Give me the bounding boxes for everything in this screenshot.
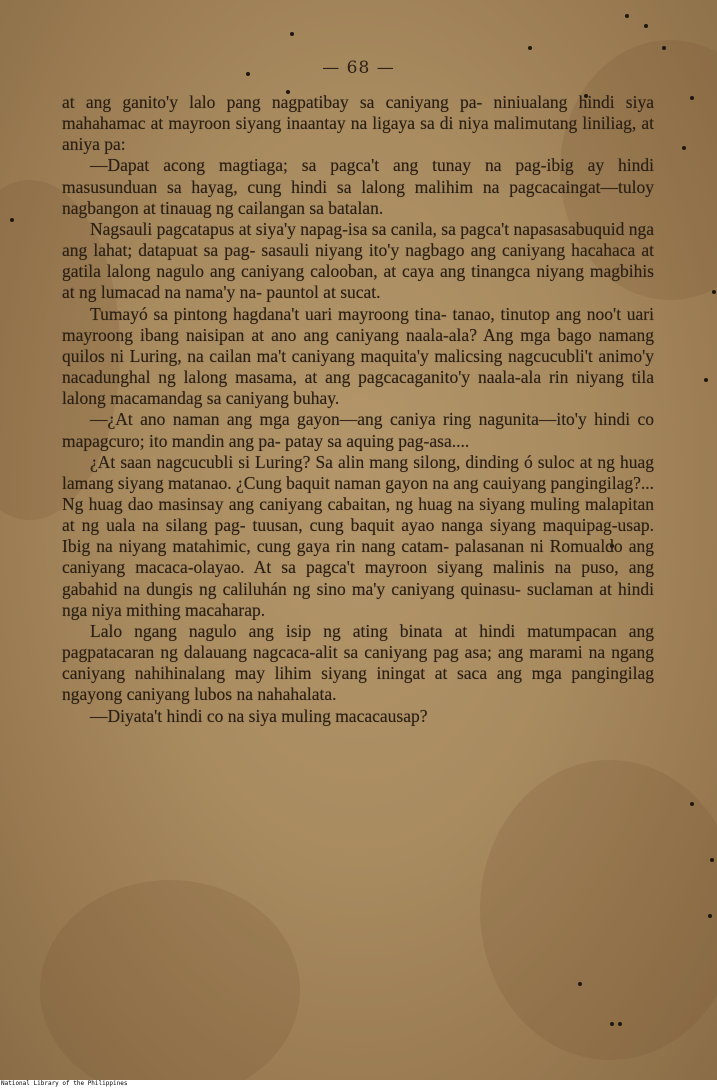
paragraph: —¿At ano naman ang mga gayon—ang caniya ring nagunita—ito'y hindi co mapagcuro; ito mandin ang pa- patay sa aquing pag-asa.... — [62, 409, 654, 451]
paragraph: ¿At saan nagcucubli si Luring? Sa alin mang silong, dinding ó suloc at ng huag lamang siyang matanao. ¿Cung baquit naman gayon na ang cauiyang pangingilag?... Ng huag dao masinsay ang caniyang cabaitan, ng huag na siyang muling malapitan at ng uala na silang pag- tuusan, cung baquit ayao nanga siyang maquipag-usap. Ibig na niyang matahimic, cung gaya rin nang catam- palasanan ni Romualdo ang caniyang macaca-olayao. At sa pagca't mayroon siyang malinis na puso, ang gabahid na dungis ng caliluhán ng sino ma'y caniyang quinasu- suclaman at hindi nga niya mithing macaharap. — [62, 451, 654, 620]
paragraph: Lalo ngang nagulo ang isip ng ating binata at hindi matumpacan ang pagpatacaran ng dalauang nagcaca-alit sa caniyang pag asa; ang marami na ngang caniyang nahihinalang may lihim siyang iningat at saca ang mga pangingilag ngayong caniyang lubos na nahahalata. — [62, 620, 654, 705]
paragraph: —Diyata't hindi co na siya muling macacausap? — [90, 705, 428, 726]
paragraph: —Dapat acong magtiaga; sa pagca't ang tunay na pag-ibig ay hindi masusunduan sa hayag, cung hindi sa lalong malihim na pagcacaingat—tuloy nagbangon at tinauag ng cailangan sa batalan. — [62, 155, 654, 218]
paragraph: at ang ganito'y lalo pang nagpatibay sa caniyang pa- niniualang hindi siya mahahamac at mayroon siyang inaantay na ligaya sa di niya malimutang liniliag, at aniya pa: — [62, 92, 654, 155]
paragraph: Nagsauli pagcatapus at siya'y napag-isa sa canila, sa pagca't napasasabuquid nga ang lahat; datapuat sa pag- sasauli niyang ito'y nagbago ang caniyang hacahaca at gatila lalong nagulo ang caniyang calooban, at caya ang tinangca niyang magbihis at ng lumacad na nama'y na- pauntol at sucat. — [62, 218, 654, 303]
library-credit: National Library of the Philippines — [1, 1080, 128, 1087]
paragraph: Tumayó sa pintong hagdana't uari mayroong tina- tanao, tinutop ang noo't uari mayroong ibang naisipan at ano ang caniyang naala-ala? Ang mga bago namang quilos ni Luring, na cailan ma't caniyang maquita'y malicsing nagcucubli't animo'y nacadunghal ng lalong masama, at ang pagcacaganito'y naala-ala rin niyang tila lalong macamandag sa caniyang buhay. — [62, 303, 654, 409]
body-text — [62, 92, 654, 727]
page-number: — 68 — — [322, 58, 395, 78]
